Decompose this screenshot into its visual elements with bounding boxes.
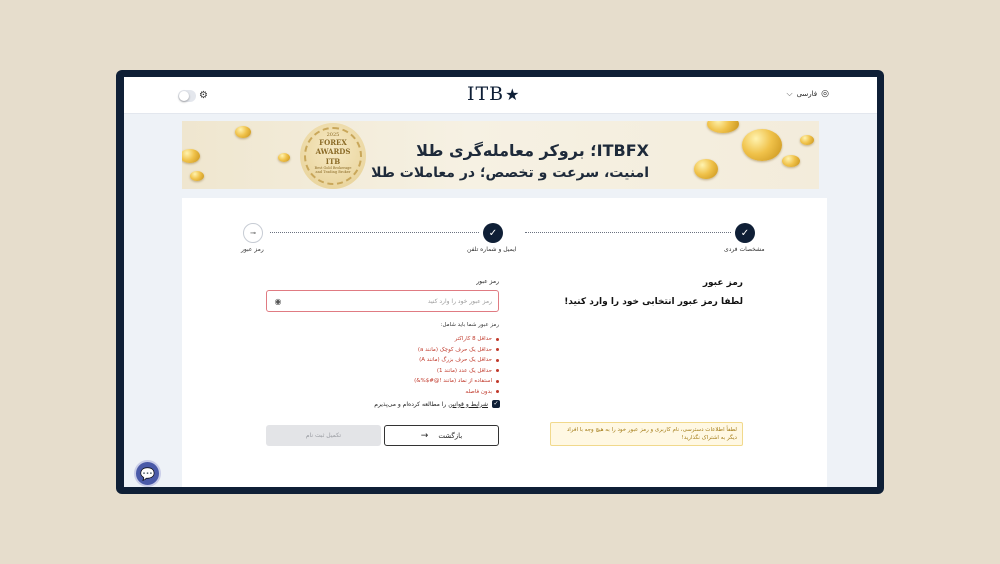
terms-checkbox[interactable]: ✓ xyxy=(493,400,499,407)
top-header xyxy=(124,77,877,114)
language-selector[interactable] xyxy=(787,89,830,99)
rule-text: حداقل 8 کاراکتر xyxy=(454,336,492,342)
step-email-phone-check-icon: ✓ xyxy=(483,223,503,243)
password-rules-list xyxy=(414,334,499,397)
toggle-track[interactable] xyxy=(178,90,196,102)
rule-text: استفاده از نماد (مانند !@#$%&) xyxy=(414,378,492,384)
banner-headline: ITBFX؛ بروکر معامله‌گری طلا xyxy=(416,141,649,160)
bullet-icon xyxy=(496,338,499,341)
password-rule xyxy=(414,387,499,398)
password-rule xyxy=(414,345,499,356)
registration-stepper xyxy=(182,198,827,258)
banner-subheadline: امنیت، سرعت و تخصص؛ در معاملات طلا xyxy=(371,165,649,181)
terms-agreement xyxy=(374,400,500,408)
rule-text: بدون فاصله xyxy=(465,388,492,395)
toggle-knob[interactable] xyxy=(179,91,189,101)
password-field[interactable] xyxy=(266,290,499,312)
forex-award-badge xyxy=(300,123,366,189)
step-personal-info-check-icon: ✓ xyxy=(735,223,755,243)
gear-icon[interactable]: ⚙ xyxy=(199,90,208,101)
complete-registration-button[interactable]: تکمیل ثبت نام xyxy=(266,425,381,446)
rule-text: حداقل یک حرف کوچک (مانند a) xyxy=(417,346,492,353)
logo-text: ITB xyxy=(467,83,505,105)
bullet-icon xyxy=(496,369,499,372)
app-screen xyxy=(124,77,877,487)
arrow-right-icon: → xyxy=(420,430,429,441)
password-rule xyxy=(414,366,499,377)
password-input[interactable] xyxy=(283,298,492,305)
award-line3: ITB xyxy=(325,157,341,166)
eye-icon[interactable]: ◉ xyxy=(274,296,282,306)
award-line1: FOREX xyxy=(319,138,347,147)
step-label-email-phone: ایمیل و شماره تلفن xyxy=(467,246,517,253)
logo-star-icon: ★ xyxy=(505,84,521,104)
step-password-key-icon: ⊸ xyxy=(243,223,263,243)
step-connector xyxy=(270,232,479,233)
password-field-label: رمز عبور xyxy=(476,278,499,285)
password-rule xyxy=(414,376,499,387)
form-subtitle: لطفا رمز عبور انتخابی خود را وارد کنید! xyxy=(564,297,743,307)
brand-logo[interactable] xyxy=(467,83,520,105)
award-line4: Best Gold Brokerage and Trading Broker xyxy=(314,166,352,174)
step-label-personal-info: مشخصات فردی xyxy=(724,246,765,253)
award-year: 2025 xyxy=(326,132,340,138)
terms-text xyxy=(374,401,488,408)
globe-icon: ◎ xyxy=(821,89,829,99)
bullet-icon xyxy=(496,380,499,383)
form-title: رمز عبور xyxy=(702,278,743,288)
back-label: بازگشت xyxy=(438,431,463,440)
terms-link[interactable]: شرایط و قوانین xyxy=(448,400,488,408)
theme-toggle[interactable] xyxy=(178,88,210,104)
chevron-down-icon: ⌵ xyxy=(786,89,793,98)
terms-rest: را مطالعه کرده‌ام و می‌پذیرم xyxy=(374,400,449,408)
back-button[interactable] xyxy=(384,425,499,446)
registration-card xyxy=(182,198,827,487)
promo-banner[interactable] xyxy=(182,121,819,189)
chat-support-icon[interactable]: 💬 xyxy=(134,460,161,487)
bullet-icon xyxy=(496,390,499,393)
bullet-icon xyxy=(496,348,499,351)
bullet-icon xyxy=(496,359,499,362)
password-rules-title: رمز عبور شما باید شامل: xyxy=(440,322,499,328)
rule-text: حداقل یک حرف بزرگ (مانند A) xyxy=(419,357,492,363)
step-connector xyxy=(525,232,731,233)
step-label-password: رمز عبور xyxy=(241,246,264,253)
password-rule xyxy=(414,355,499,366)
award-line2: AWARDS xyxy=(315,147,351,156)
security-notice: لطفاً اطلاعات دسترسی، نام کاربری و رمز عبور خود را به هیچ وجه با افراد دیگر به اشتراک نگذارید! xyxy=(550,422,743,446)
rule-text: حداقل یک عدد (مانند 1) xyxy=(436,367,492,374)
password-rule xyxy=(414,334,499,345)
language-label: فارسی xyxy=(796,90,818,98)
